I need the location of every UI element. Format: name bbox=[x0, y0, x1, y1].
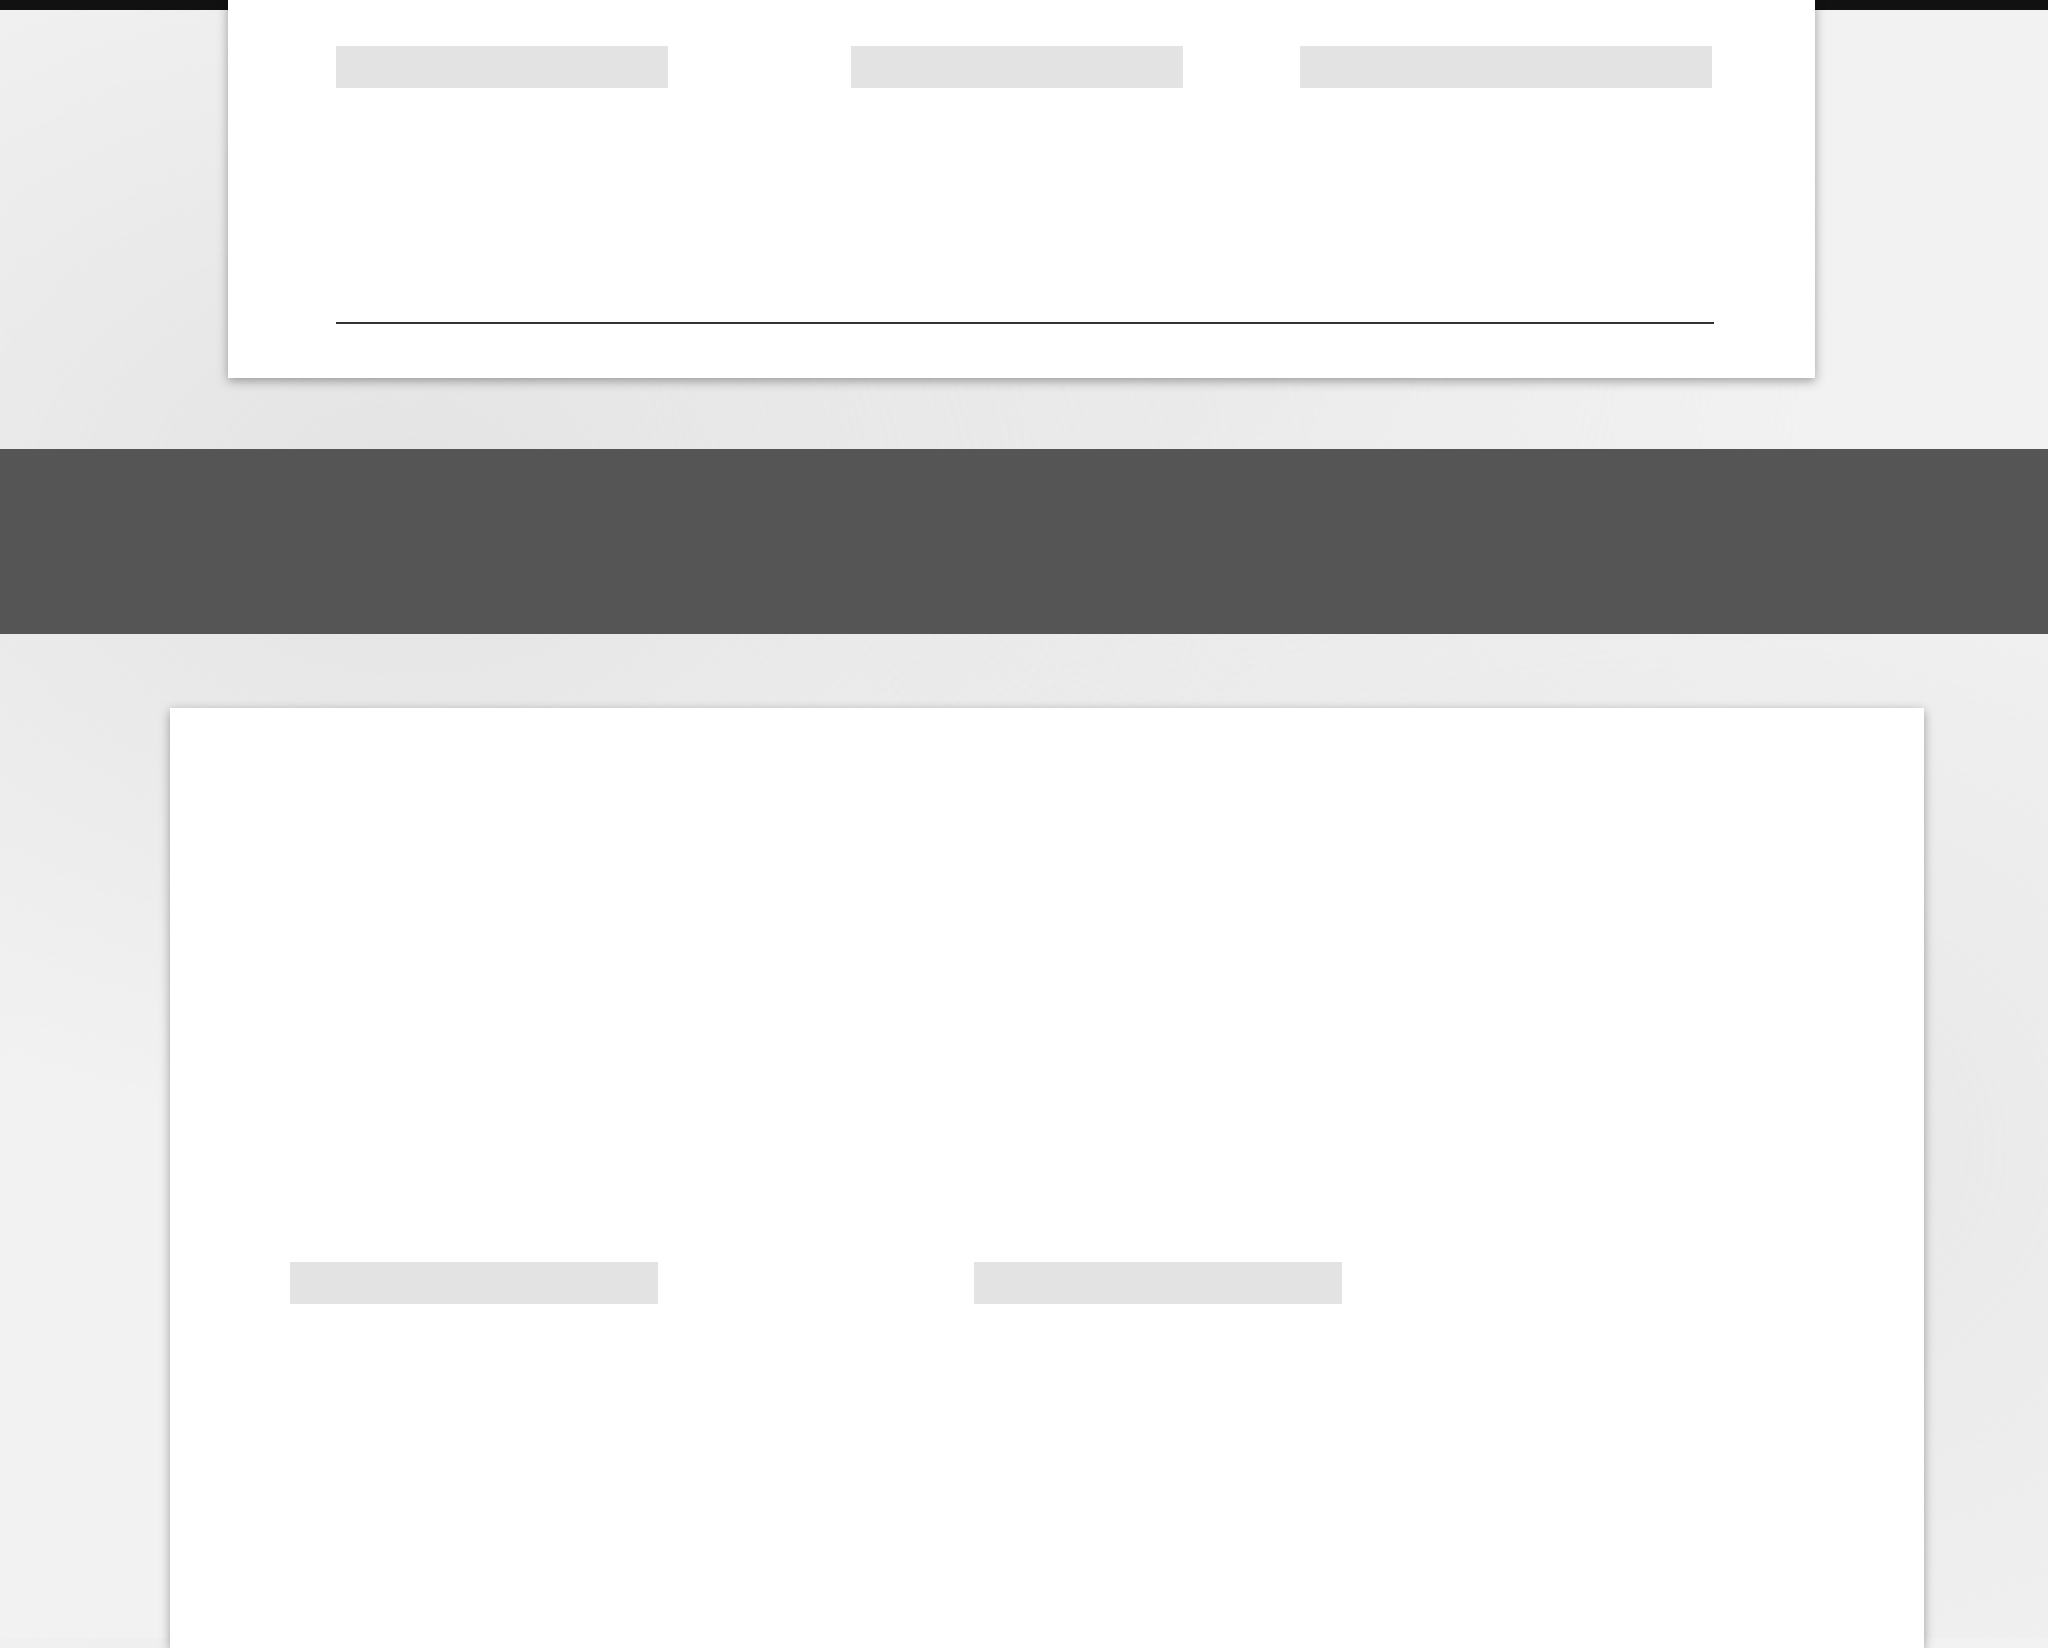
top-sheet-divider bbox=[336, 322, 1714, 324]
cleaning-schedule-sheet bbox=[170, 708, 1924, 1648]
daily-header bbox=[290, 1262, 658, 1304]
banner bbox=[0, 449, 2048, 634]
top-sheet bbox=[228, 0, 1815, 378]
edge-bar-right bbox=[1815, 0, 2048, 10]
edge-bar-left bbox=[0, 0, 228, 10]
monthly-header bbox=[974, 1262, 1342, 1304]
annually-header bbox=[1300, 46, 1712, 88]
quarterly-header bbox=[336, 46, 668, 88]
semi-annually-header bbox=[851, 46, 1183, 88]
